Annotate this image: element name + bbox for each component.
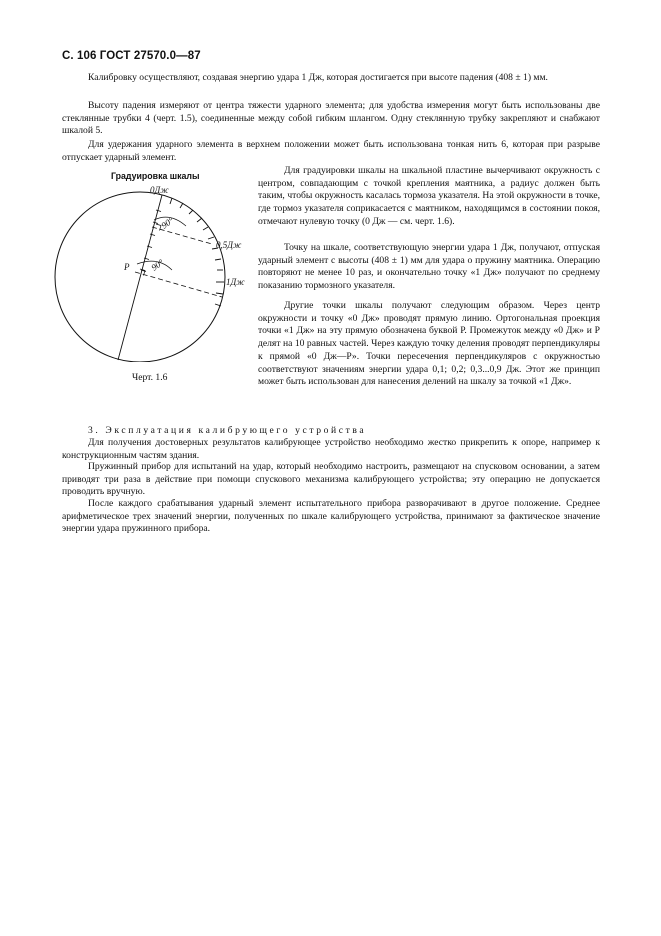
angle-label-lower: 90°	[149, 257, 166, 273]
zero-line	[118, 195, 162, 360]
figure-caption: Черт. 1.6	[132, 372, 168, 383]
label-one-joule: 1Дж	[226, 277, 245, 287]
paragraph-other-points: Другие точки шкалы получают следующим образом. Через центр окружности и точку «0 Дж» проводят прямую линию. Ортогональная проекция точки «1 Дж» на эту прямую обозначена буквой Р. Промежуток между «0 Дж» и Р делят на 10 равных частей. Через каждую точку деления проводят перпендикуляры к прямой «0 Дж—Р». Точки пересечения перпендикуляров с окружностью соответствуют значениям энергии удара 0,1; 0,2; 0,3...0,9 Дж. Этот же принцип может быть использован для нанесения делений на шкалу за точкой «1 Дж».	[258, 300, 600, 388]
paragraph-calibration: Калибровку осуществляют, создавая энергию удара 1 Дж, которая достигается при высоте падения (408 ± 1) мм.	[88, 72, 548, 83]
paragraph-one-joule: Точку на шкале, соответствующую энергии удара 1 Дж, получают, отпуская ударный элемент с высоты (408 ± 1) мм для удара о пружину маятника. Операцию повторяют не менее 10 раз, и окончательно точку «1 Дж» получают по среднему показанию тормозного указателя.	[258, 242, 600, 292]
scale-diagram	[40, 182, 262, 362]
label-zero-joule: 0Дж	[150, 185, 169, 195]
label-half-joule: 0,5Дж	[216, 240, 242, 250]
section-heading: 3. Эксплуатация калибрующего устройства	[88, 425, 367, 436]
paragraph-drop-height: Высоту падения измеряют от центра тяжести ударного элемента; для удобства измерения могут быть использованы две стеклянные трубки 4 (черт. 1.5), соединенные между собой гибким шлангом. Одну стеклянную трубку закрепляют и снабжают шкалой 5.	[62, 100, 600, 137]
page-header: С. 106 ГОСТ 27570.0—87	[62, 50, 201, 62]
figure-title: Градуировка шкалы	[111, 171, 200, 181]
angle-label-upper: 90°	[159, 215, 176, 231]
paragraph-average: После каждого срабатывания ударный элемент испытательного прибора разворачивают в другое положение. Среднее арифметическое трех значений энергии, полученных по шкале калибрующего устройства, принимают за фактическое значение энергии удара пружинного прибора.	[62, 498, 600, 535]
paragraph-operation: Пружинный прибор для испытаний на удар, который необходимо настроить, размещают на спусковом основании, а затем приводят три раза в действие при помощи спускового механизма калибрующего устройства; эту операцию не допускается проводить вручную.	[62, 461, 600, 498]
paragraph-circle: Для градуировки шкалы на шкальной пластине вычерчивают окружность с центром, совпадающим с точкой крепления маятника, а радиус должен быть таким, чтобы окружность касалась тормоза указателя. На этой окружности в точке, где тормоз указателя соприкасается с маятником, находящимся в состоянии покоя, отмечают нулевую точку (0 Дж — см. черт. 1.6).	[258, 165, 600, 227]
perpendicular-line	[135, 272, 222, 297]
label-p: P	[124, 262, 130, 272]
paragraph-mounting: Для получения достоверных результатов калибрующее устройство необходимо жестко прикрепить к опоре, например к конструкционным частям здания.	[62, 437, 600, 461]
paragraph-thread: Для удержания ударного элемента в верхнем положении может быть использована тонкая нить 6, которая при разрыве отпускает ударный элемент.	[62, 139, 600, 163]
